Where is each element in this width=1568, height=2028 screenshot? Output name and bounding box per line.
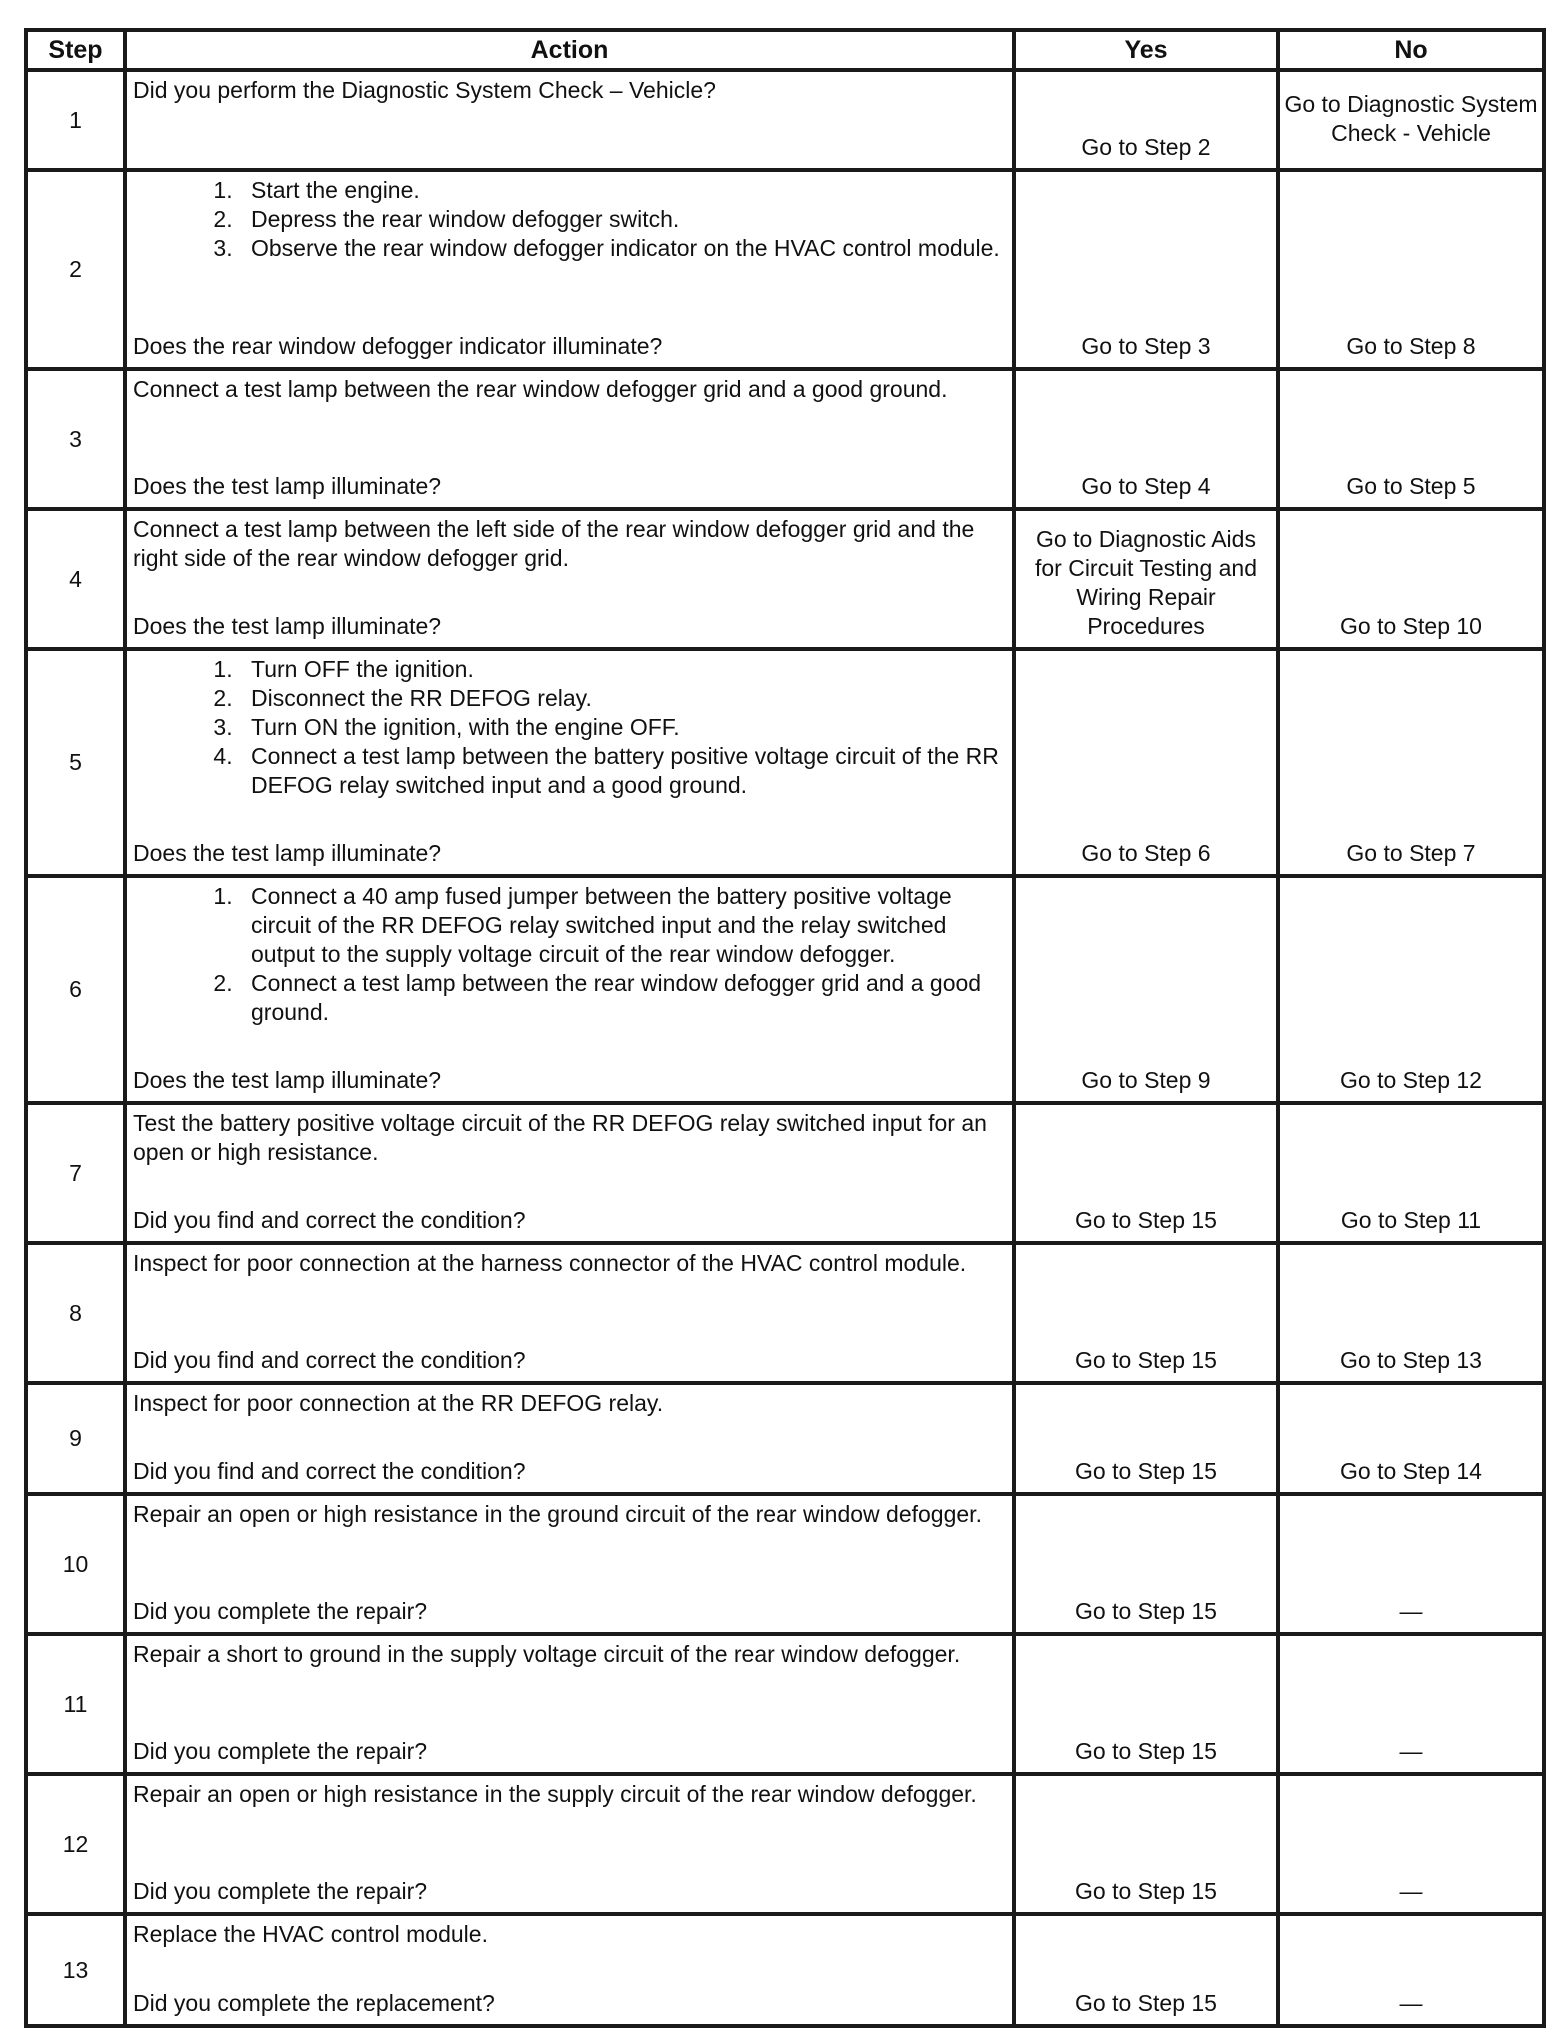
yes-cell: Go to Step 15 <box>1014 1103 1278 1243</box>
step-number: 7 <box>26 1103 125 1243</box>
action-text: Connect a test lamp between the left side of the rear window defogger grid and the right side of the rear window defogger grid. <box>133 516 975 571</box>
yes-cell: Go to Step 15 <box>1014 1634 1278 1774</box>
action-cell <box>125 70 1014 170</box>
no-cell: Go to Step 5 <box>1278 369 1544 509</box>
action-text: Inspect for poor connection at the harness connector of the HVAC control module. <box>133 1250 967 1276</box>
action-text: Test the battery positive voltage circuit of the RR DEFOG relay switched input for an open or high resistance. <box>133 1110 987 1165</box>
diagnostic-table <box>24 28 1546 2028</box>
yes-cell: Go to Step 6 <box>1014 649 1278 876</box>
no-cell: — <box>1278 1914 1544 2026</box>
action-question: Did you complete the repair? <box>133 1598 428 1624</box>
action-text: Repair an open or high resistance in the supply circuit of the rear window defogger. <box>133 1781 977 1807</box>
action-question: Did you find and correct the condition? <box>133 1207 526 1233</box>
table-row <box>26 1103 1544 1243</box>
step-number: 1 <box>26 70 125 170</box>
action-steps-list <box>133 176 1006 263</box>
action-cell <box>125 1103 1014 1243</box>
no-cell: Go to Step 10 <box>1278 509 1544 649</box>
yes-cell: Go to Step 9 <box>1014 876 1278 1103</box>
step-number: 11 <box>26 1634 125 1774</box>
table-row <box>26 649 1544 876</box>
yes-cell: Go to Step 2 <box>1014 70 1278 170</box>
yes-cell: Go to Step 15 <box>1014 1243 1278 1383</box>
no-cell: Go to Step 7 <box>1278 649 1544 876</box>
table-row <box>26 369 1544 509</box>
step-number: 9 <box>26 1383 125 1494</box>
action-question: Does the test lamp illuminate? <box>133 613 442 639</box>
table-row <box>26 876 1544 1103</box>
yes-cell: Go to Diagnostic Aids for Circuit Testing and Wiring Repair Procedures <box>1014 509 1278 649</box>
step-number: 2 <box>26 170 125 369</box>
action-cell <box>125 1383 1014 1494</box>
yes-cell: Go to Step 15 <box>1014 1914 1278 2026</box>
action-cell <box>125 369 1014 509</box>
action-question: Did you find and correct the condition? <box>133 1458 526 1484</box>
action-text: Replace the HVAC control module. <box>133 1921 488 1947</box>
action-question: Did you complete the repair? <box>133 1738 428 1764</box>
yes-cell: Go to Step 15 <box>1014 1774 1278 1914</box>
action-question: Does the rear window defogger indicator illuminate? <box>133 333 663 359</box>
action-step-item: 3. Observe the rear window defogger indicator on the HVAC control module. <box>239 234 1006 263</box>
action-text: Repair an open or high resistance in the ground circuit of the rear window defogger. <box>133 1501 982 1527</box>
header-yes: Yes <box>1014 30 1278 70</box>
table-row <box>26 1383 1544 1494</box>
no-cell: — <box>1278 1494 1544 1634</box>
action-cell <box>125 1494 1014 1634</box>
no-cell: Go to Step 8 <box>1278 170 1544 369</box>
action-text: Inspect for poor connection at the RR DEFOG relay. <box>133 1390 664 1416</box>
action-question: Does the test lamp illuminate? <box>133 840 442 866</box>
header-no: No <box>1278 30 1544 70</box>
action-question: Did you find and correct the condition? <box>133 1347 526 1373</box>
no-cell: — <box>1278 1774 1544 1914</box>
yes-cell: Go to Step 15 <box>1014 1494 1278 1634</box>
no-cell: Go to Step 14 <box>1278 1383 1544 1494</box>
step-number: 8 <box>26 1243 125 1383</box>
yes-cell: Go to Step 4 <box>1014 369 1278 509</box>
action-cell <box>125 1774 1014 1914</box>
action-step-item: 2. Disconnect the RR DEFOG relay. <box>239 684 1006 713</box>
action-cell <box>125 1634 1014 1774</box>
no-cell: — <box>1278 1634 1544 1774</box>
no-cell: Go to Step 11 <box>1278 1103 1544 1243</box>
action-text: Connect a test lamp between the rear window defogger grid and a good ground. <box>133 376 948 402</box>
yes-cell: Go to Step 3 <box>1014 170 1278 369</box>
step-number: 13 <box>26 1914 125 2026</box>
action-step-item: 1. Turn OFF the ignition. <box>239 655 1006 684</box>
table-row <box>26 1494 1544 1634</box>
table-row <box>26 70 1544 170</box>
step-number: 5 <box>26 649 125 876</box>
action-question: Did you complete the repair? <box>133 1878 428 1904</box>
no-cell: Go to Step 12 <box>1278 876 1544 1103</box>
action-cell <box>125 170 1014 369</box>
diagnostic-table-container <box>24 28 1542 2028</box>
action-question: Did you complete the replacement? <box>133 1990 495 2016</box>
yes-cell: Go to Step 15 <box>1014 1383 1278 1494</box>
table-row <box>26 1774 1544 1914</box>
table-row <box>26 509 1544 649</box>
action-cell <box>125 649 1014 876</box>
action-text: Did you perform the Diagnostic System Check – Vehicle? <box>133 77 716 103</box>
step-number: 12 <box>26 1774 125 1914</box>
action-step-item: 2. Connect a test lamp between the rear window defogger grid and a good ground. <box>239 969 1006 1027</box>
action-cell <box>125 509 1014 649</box>
action-steps-list <box>133 655 1006 800</box>
action-step-item: 1. Connect a 40 amp fused jumper between the battery positive voltage circuit of the RR DEFOG relay switched input and the relay switched output to the supply voltage circuit of the rear window defogger. <box>239 882 1006 969</box>
header-step: Step <box>26 30 125 70</box>
no-cell: Go to Step 13 <box>1278 1243 1544 1383</box>
table-row <box>26 170 1544 369</box>
action-step-item: 2. Depress the rear window defogger switch. <box>239 205 1006 234</box>
header-action: Action <box>125 30 1014 70</box>
step-number: 4 <box>26 509 125 649</box>
action-question: Does the test lamp illuminate? <box>133 1067 442 1093</box>
action-step-item: 3. Turn ON the ignition, with the engine OFF. <box>239 713 1006 742</box>
table-row <box>26 1914 1544 2026</box>
action-question: Does the test lamp illuminate? <box>133 473 442 499</box>
step-number: 6 <box>26 876 125 1103</box>
step-number: 3 <box>26 369 125 509</box>
table-row <box>26 1634 1544 1774</box>
table-row <box>26 1243 1544 1383</box>
action-text: Repair a short to ground in the supply voltage circuit of the rear window defogger. <box>133 1641 961 1667</box>
step-number: 10 <box>26 1494 125 1634</box>
action-step-item: 4. Connect a test lamp between the battery positive voltage circuit of the RR DEFOG relay switched input and a good ground. <box>239 742 1006 800</box>
header-row <box>26 30 1544 70</box>
action-cell <box>125 876 1014 1103</box>
action-cell <box>125 1243 1014 1383</box>
action-step-item: 1. Start the engine. <box>239 176 1006 205</box>
no-cell: Go to Diagnostic System Check - Vehicle <box>1278 70 1544 170</box>
table-body <box>26 70 1544 2026</box>
action-cell <box>125 1914 1014 2026</box>
action-steps-list <box>133 882 1006 1027</box>
